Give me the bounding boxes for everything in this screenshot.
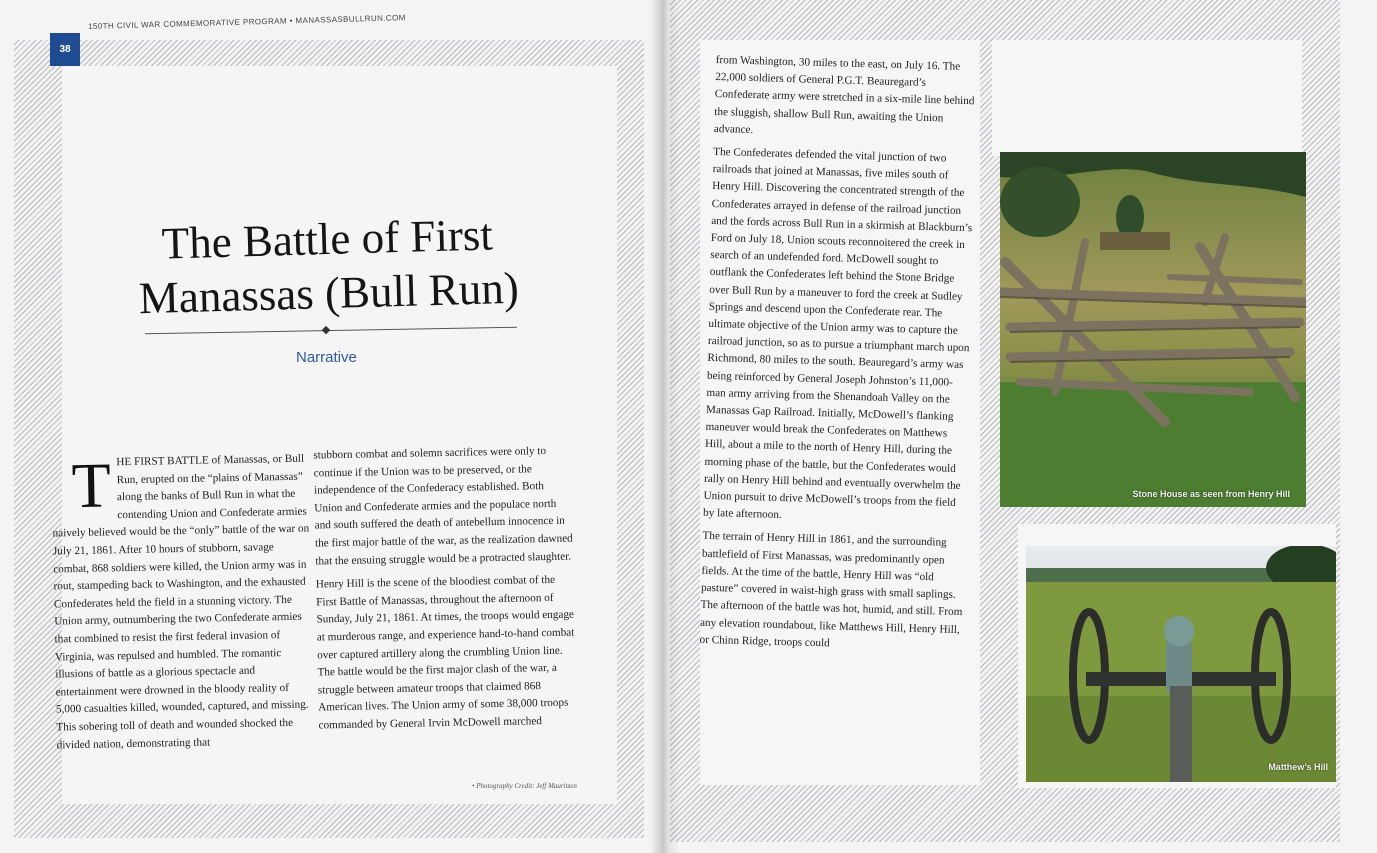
page-number-badge: 38 [50,33,80,66]
article-title-line-1: The Battle of First [161,209,494,269]
article-title-line-2: Manassas (Bull Run) [138,262,520,324]
cannon-field-image [1026,546,1336,782]
photo-credit: • Photography Credit: Jeff Mauritzen [472,782,577,790]
paragraph: The terrain of Henry Hill in 1861, and the surrounding battlefield of First Manassas, was predominantly open fields. At the time of the battle, Henry Hill was “old pasture” covered in waist-high grass with small saplings. The afternoon of the battle was hot, humid, and still. From any elevation roundabout, like Matthews Hill, Henry Hill, or Chinn Ridge, troops could [699,530,963,650]
photo-caption: Stone House as seen from Henry Hill [1132,489,1290,499]
article-title [87,205,570,326]
paragraph: stubborn combat and solemn sacrifices were only to continue if the Union was to be preserved, or the independence of the Confederacy established. Both Union and Confederate armies and the populace north and south suffered the death of antebellum innocence in the first major battle of the war, as the realization dawned that the ensuing struggle would be a protracted slaughter. [313,445,573,568]
text-column-1 [51,451,315,761]
paragraph: Henry Hill is the scene of the bloodiest combat of the First Battle of Manassas, throughout the afternoon of Sunday, July 21, 1861. At times, the troops would engage at murderous range, and experience hand-to-hand combat over captured artillery along the crumbling Union line. The battle would be the first major clash of the war, a struggle between amateur troops that claimed 868 American lives. The Union army of some 38,000 troops commanded by General Irvin McDowell marched [315,574,575,732]
photo-stone-house [1000,152,1306,507]
article-subtitle: Narrative [296,349,357,366]
page-gutter-shadow [650,0,680,853]
text-column-3 [699,52,978,662]
paragraph: The Confederates defended the vital junction of two railroads that joined at Manassas, five miles south of Henry Hill. Discovering the concentrated strength of the Confederates arrayed in defense of the railroad junction and the fords across Bull Run in a skirmish at Blackburn’s Ford on July 18, Union scouts reconnoitered the creek in search of an undefended ford. McDowell sought to outflank the Confederates left behind the Stone Bridge over Bull Run by a maneuver to ford the creek at Sudley Springs and descend upon the Confederate rear. The ultimate objective of the Union army was to capture the railroad junction, so as to pursue a triumphant march upon Richmond, 80 miles to the south. Beauregard’s army was being reinforced by General Joseph Johnston’s 11,000-man army arriving from the Shenandoah Valley on the Manassas Gap Railroad. Initially, McDowell’s flanking maneuver would break the Confederates on Matthews Hill, about a mile to the north of Henry Hill, during the morning phase of the battle, but the Confederates would rally on Henry Hill behind and eventually overwhelm the Union pursuit to drive McDowell’s troops from the field by late afternoon. [702,145,973,522]
photo-matthews-hill [1026,546,1336,782]
photo-caption: Matthew’s Hill [1268,762,1328,772]
paragraph-text: HE FIRST BATTLE of Manassas, or Bull Run, erupted on the “plains of Manassas” along the banks of Bull Run in what the contending Union and Confederate armies naively believed would be the “only” battle of the war on July 21, 1861. After 10 hours of stubborn, savage combat, 868 soldiers were killed, the Union army was in rout, stampeding back to Washington, and the exhausted Confederates held the field in a stunning victory. The Union army, outnumbering the two Confederate armies that combined to resist the first federal invasion of Virginia, was repulsed and humbled. The romantic illusions of battle as a glorious spectacle and entertainment were drowned in the bloody reality of 5,000 casualties killed, wounded, captured, and missing. This sobering toll of death and wounded shocked the divided nation, demonstrating that [52,452,310,751]
running-head: 150TH CIVIL WAR COMMEMORATIVE PROGRAM • MANASSASBULLRUN.COM [88,13,406,31]
right-top-panel [992,40,1302,156]
text-column-2 [313,443,579,741]
fence-field-image [1000,152,1306,507]
drop-cap: T [70,449,112,522]
paragraph: from Washington, 30 miles to the east, on July 16. The 22,000 soldiers of General P.G.T. Beauregard’s Confederate army were stretched in a six-mile line behind the sluggish, shallow Bull Run, awaiting the Union advance. [713,53,975,136]
paragraph [51,451,315,755]
